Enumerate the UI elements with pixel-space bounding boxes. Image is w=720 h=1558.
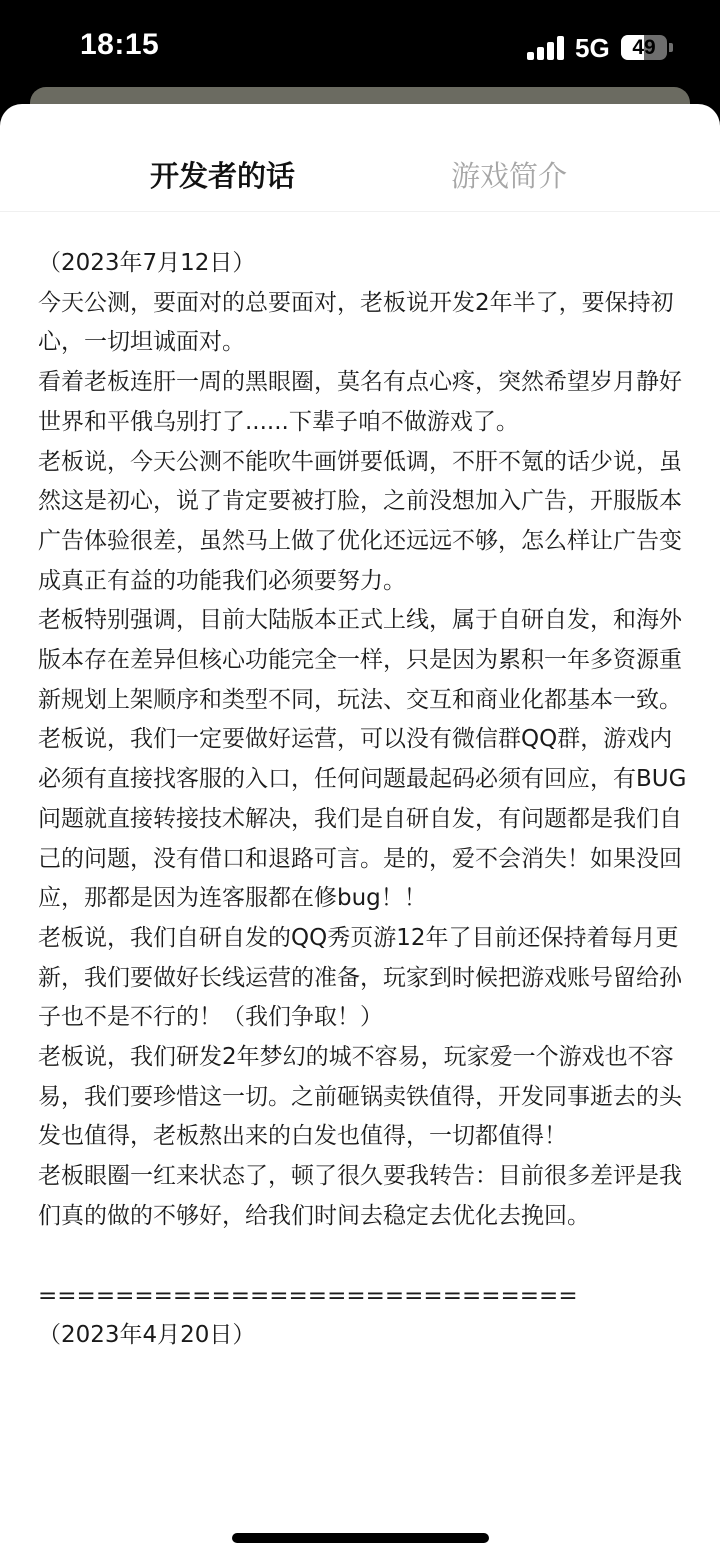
paragraph: 看着老板连肝一周的黑眼圈，莫名有点心疼，突然希望岁月静好世界和平俄乌别打了......下辈子咱不做游戏了。 xyxy=(38,369,682,435)
battery-icon xyxy=(621,35,667,60)
tab-bar xyxy=(0,104,720,212)
paragraph: 老板眼圈一红来状态了，顿了很久要我转告：目前很多差评是我们真的做的不够好，给我们时间去稳定去优化去挽回。 xyxy=(38,1163,682,1229)
tab-developer-notes[interactable] xyxy=(150,156,295,196)
status-time: 18:15 xyxy=(80,28,160,61)
date-line: （2023年4月20日） xyxy=(38,1322,256,1349)
cellular-signal-icon xyxy=(527,36,565,60)
status-bar xyxy=(0,0,720,100)
paragraph: 老板说，我们自研自发的QQ秀页游12年了目前还保持着每月更新，我们要做好长线运营的准备，玩家到时候把游戏账号留给孙子也不是不行的！（我们争取！） xyxy=(38,924,682,1031)
date-line: （2023年7月12日） xyxy=(38,250,256,276)
tab-game-intro-label: 游戏简介 xyxy=(451,159,568,193)
battery-percent: 49 xyxy=(632,36,656,59)
home-indicator[interactable] xyxy=(232,1533,489,1543)
paragraph: 今天公测，要面对的总要面对，老板说开发2年半了，要保持初心，一切坦诚面对。 xyxy=(38,289,674,356)
network-type: 5G xyxy=(575,33,610,63)
section-divider: ============================ xyxy=(38,1282,578,1309)
battery-tip xyxy=(669,43,673,52)
paragraph: 老板说，今天公测不能吹牛画饼要低调，不肝不氪的话少说，虽然这是初心，说了肯定要被打脸，之前没想加入广告，开服版本广告体验很差，虽然马上做了优化还远远不够，怎么样让广告变成真正有益的功能我们必须要努力。 xyxy=(38,448,682,594)
paragraph: 老板特别强调，目前大陆版本正式上线，属于自研自发，和海外版本存在差异但核心功能完全一样，只是因为累积一年多资源重新规划上架顺序和类型不同，玩法、交互和商业化都基本一致。 xyxy=(38,607,682,713)
developer-notes-content xyxy=(38,244,688,1356)
paragraph: 老板说，我们一定要做好运营，可以没有微信群QQ群，游戏内必须有直接找客服的入口，任何问题最起码必须有回应，有BUG问题就直接转接技术解决，我们是自研自发，有问题都是我们自己的问题，没有借口和退路可言。是的，爱不会消失！如果没回应，那都是因为连客服都在修bug！！ xyxy=(38,726,687,912)
tab-developer-notes-label: 开发者的话 xyxy=(150,159,296,193)
tab-game-intro[interactable] xyxy=(451,156,567,196)
bottom-sheet xyxy=(0,104,720,1558)
paragraph: 老板说，我们研发2年梦幻的城不容易，玩家爱一个游戏也不容易，我们要珍惜这一切。之前砸锅卖铁值得，开发同事逝去的头发也值得，老板熬出来的白发也值得，一切都值得！ xyxy=(38,1044,682,1150)
